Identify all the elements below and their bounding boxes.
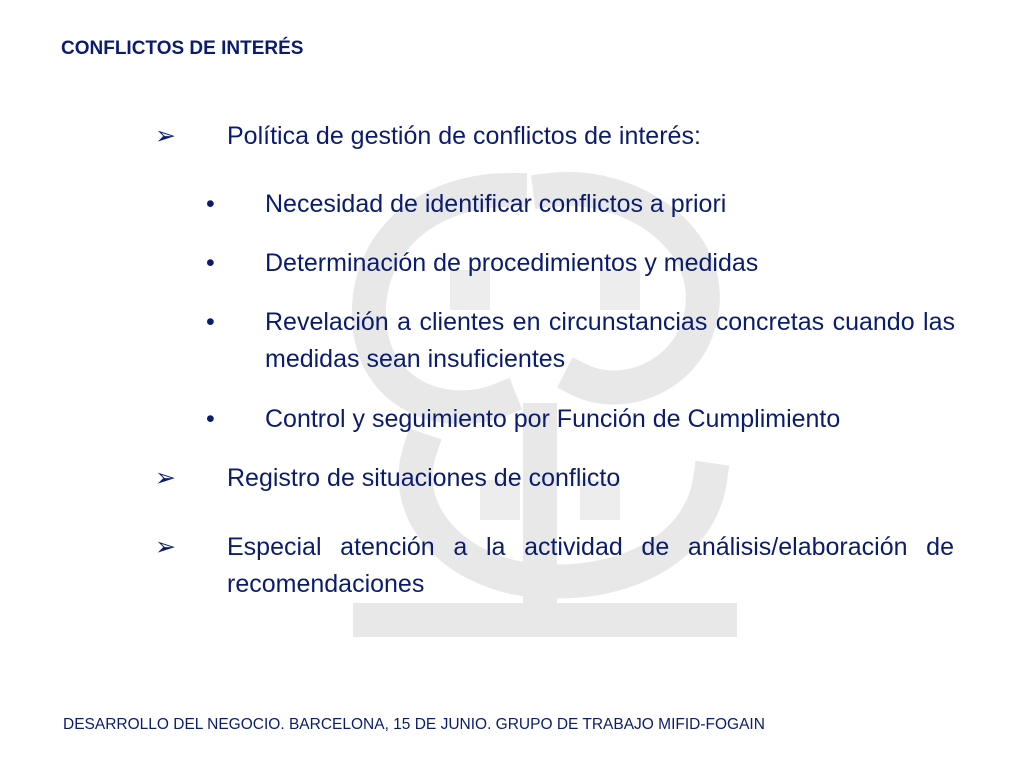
arrow-bullet-icon: ➢ — [155, 533, 176, 561]
list-item-text: Control y seguimiento por Función de Cumplimiento — [265, 405, 841, 433]
list-item-text: Revelación a clientes en circunstancias concretas cuando las medidas sean insuficientes — [265, 308, 955, 373]
bullet-icon: • — [206, 308, 215, 336]
arrow-bullet-icon: ➢ — [155, 464, 176, 492]
list-item-text: Política de gestión de conflictos de interés: — [227, 122, 701, 150]
bullet-icon: • — [206, 405, 215, 433]
slide-footer: DESARROLLO DEL NEGOCIO. BARCELONA, 15 DE JUNIO. GRUPO DE TRABAJO MIFID-FOGAIN — [63, 716, 765, 733]
list-item-text: Registro de situaciones de conflicto — [227, 464, 621, 492]
slide-title: CONFLICTOS DE INTERÉS — [61, 38, 304, 59]
list-item-text: Especial atención a la actividad de análisis/elaboración de recomendaciones — [227, 533, 954, 598]
list-item-text: Necesidad de identificar conflictos a priori — [265, 190, 727, 218]
bullet-icon: • — [206, 190, 215, 218]
list-item-text: Determinación de procedimientos y medidas — [265, 249, 759, 277]
bullet-icon: • — [206, 249, 215, 277]
arrow-bullet-icon: ➢ — [155, 122, 176, 150]
